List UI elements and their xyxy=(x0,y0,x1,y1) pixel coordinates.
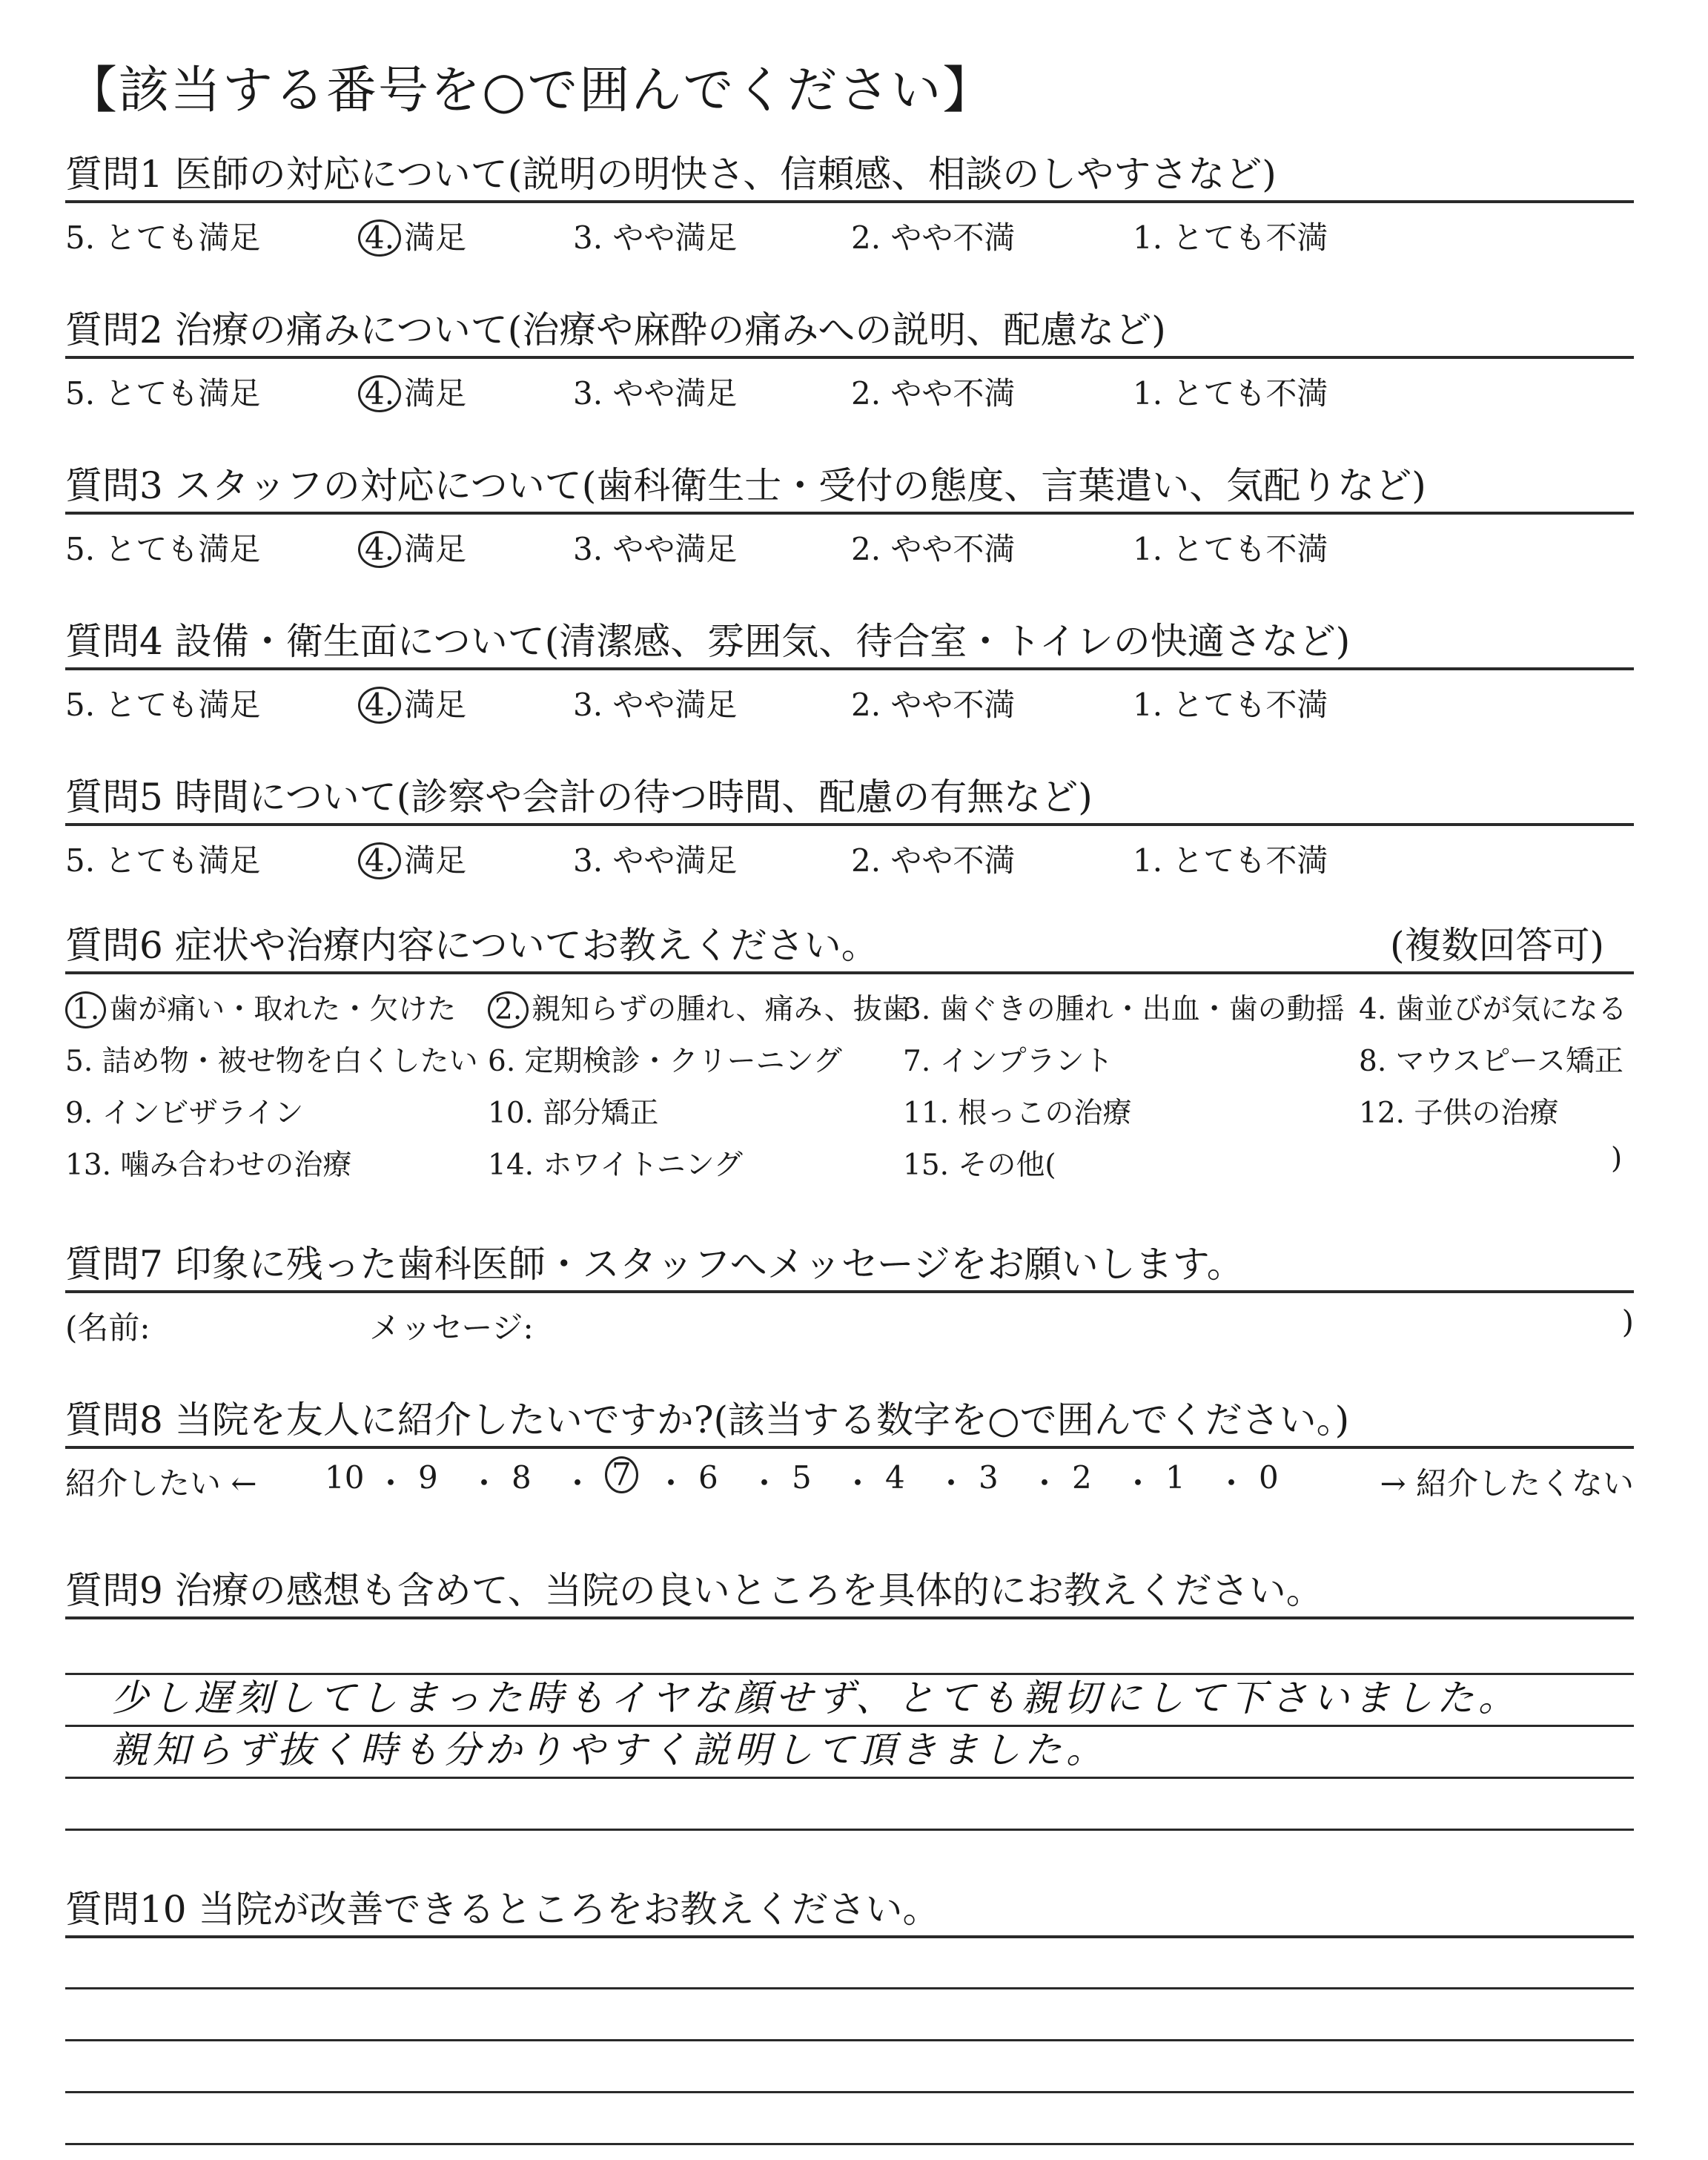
symptom-option-label: 8. マウスピース矯正 xyxy=(1359,1045,1623,1078)
scale-number-1[interactable]: 1 xyxy=(1165,1459,1185,1496)
selected-circle: 4. xyxy=(358,531,401,568)
rating-option-4-label: 満足 xyxy=(404,531,467,567)
symptom-option-10[interactable] xyxy=(488,1090,658,1132)
rating-option-1[interactable]: 1. とても不満 xyxy=(1133,531,1328,567)
rating-option-1[interactable]: 1. とても不満 xyxy=(1133,842,1328,879)
scale-separator: ・ xyxy=(1122,1465,1154,1502)
answer-line xyxy=(65,1777,1634,1779)
rating-option-4-selected[interactable] xyxy=(358,369,466,414)
rating-option-4-label: 満足 xyxy=(404,219,467,256)
selected-circle: 1. xyxy=(65,991,106,1028)
question-6-title: 質問6 症状や治療内容についてお教えください。 (複数回答可) xyxy=(65,919,1634,974)
scale-separator: ・ xyxy=(936,1465,967,1502)
rating-options xyxy=(65,826,1634,885)
rating-option-2[interactable]: 2. やや不満 xyxy=(851,687,1016,723)
symptom-option-label: 3. 歯ぐきの腫れ・出血・歯の動揺 xyxy=(903,993,1345,1026)
rating-option-2[interactable]: 2. やや不満 xyxy=(851,219,1016,256)
answer-line xyxy=(65,2039,1634,2041)
question-4 xyxy=(65,615,1634,730)
symptom-option-14[interactable] xyxy=(488,1142,743,1183)
answer-line xyxy=(65,1987,1634,1989)
question-9 xyxy=(65,1565,1634,1619)
rating-option-3[interactable]: 3. やや満足 xyxy=(573,687,738,723)
question-6 xyxy=(65,919,1634,1189)
question-8 xyxy=(65,1394,1634,1508)
question-2 xyxy=(65,304,1634,418)
handwritten-answer-line-2: 親知らず抜く時も分かりやすく説明して頂きました。 xyxy=(111,1728,1108,1771)
symptom-option-13[interactable] xyxy=(65,1142,351,1183)
question-1-title: 質問1 医師の対応について(説明の明快さ、信頼感、相談のしやすさなど) xyxy=(65,148,1634,203)
question-4-title: 質問4 設備・衛生面について(清潔感、雰囲気、待合室・トイレの快適さなど) xyxy=(65,615,1634,670)
handwritten-answer-line-1: 少し遅刻してしまった時もイヤな顔せず、とても親切にして下さいました。 xyxy=(111,1677,1520,1720)
rating-option-5[interactable]: 5. とても満足 xyxy=(65,375,261,412)
rating-option-1[interactable]: 1. とても不満 xyxy=(1133,375,1328,412)
scale-number-0[interactable]: 0 xyxy=(1259,1459,1279,1496)
multi-answer-note: (複数回答可) xyxy=(1389,924,1604,967)
symptom-option-3[interactable] xyxy=(903,986,1345,1028)
rating-option-3[interactable]: 3. やや満足 xyxy=(573,842,738,879)
answer-line xyxy=(65,2143,1634,2145)
rating-option-3[interactable]: 3. やや満足 xyxy=(573,375,738,412)
symptom-option-9[interactable] xyxy=(65,1090,303,1132)
question-10-title: 質問10 当院が改善できるところをお教えください。 xyxy=(65,1883,1634,1938)
form-title: 【該当する番号を○で囲んでください】 xyxy=(67,62,995,120)
scale-separator: ・ xyxy=(749,1465,781,1502)
symptom-option-1[interactable] xyxy=(65,986,456,1028)
scale-separator: ・ xyxy=(1029,1465,1061,1502)
question-3 xyxy=(65,460,1634,574)
scale-number-8[interactable]: 8 xyxy=(512,1459,532,1496)
scale-separator: ・ xyxy=(842,1465,874,1502)
symptom-option-6[interactable] xyxy=(488,1038,842,1080)
question-1 xyxy=(65,148,1634,262)
question-6-options xyxy=(65,974,1634,1189)
selected-circle: 4. xyxy=(358,219,401,257)
question-9-title: 質問9 治療の感想も含めて、当院の良いところを具体的にお教えください。 xyxy=(65,1565,1634,1619)
question-5-title: 質問5 時間について(診察や会計の待つ時間、配慮の有無など) xyxy=(65,771,1634,826)
rating-options xyxy=(65,670,1634,730)
scale-number-7[interactable]: 7 xyxy=(605,1456,638,1493)
name-label: (名前: xyxy=(65,1309,150,1346)
question-3-title: 質問3 スタッフの対応について(歯科衛生士・受付の態度、言葉遣い、気配りなど) xyxy=(65,460,1634,515)
rating-option-2[interactable]: 2. やや不満 xyxy=(851,375,1016,412)
rating-option-4-selected[interactable] xyxy=(358,525,466,569)
scale-number-2[interactable]: 2 xyxy=(1072,1459,1092,1496)
rating-option-1[interactable]: 1. とても不満 xyxy=(1133,219,1328,256)
answer-line xyxy=(65,2091,1634,2093)
symptom-option-label: 15. その他( xyxy=(903,1149,1056,1182)
symptom-option-label: 4. 歯並びが気になる xyxy=(1359,993,1627,1026)
rating-option-4-label: 満足 xyxy=(404,375,467,412)
symptom-option-label: 14. ホワイトニング xyxy=(488,1149,743,1182)
scale-number-9[interactable]: 9 xyxy=(418,1459,438,1496)
question-5 xyxy=(65,771,1634,885)
scale-left-label: 紹介したい ← xyxy=(65,1465,257,1502)
scale-separator: ・ xyxy=(469,1465,500,1502)
symptom-option-label: 歯が痛い・取れた・欠けた xyxy=(109,993,457,1026)
rating-options xyxy=(65,203,1634,262)
symptom-option-label: 6. 定期検診・クリーニング xyxy=(488,1045,842,1078)
symptom-option-4[interactable] xyxy=(1359,986,1627,1028)
selected-circle: 4. xyxy=(358,687,401,724)
scale-separator: ・ xyxy=(655,1465,687,1502)
symptom-option-12[interactable] xyxy=(1359,1090,1558,1132)
rating-option-3[interactable]: 3. やや満足 xyxy=(573,531,738,567)
rating-option-4-label: 満足 xyxy=(404,842,467,879)
rating-option-2[interactable]: 2. やや不満 xyxy=(851,842,1016,879)
rating-option-5[interactable]: 5. とても満足 xyxy=(65,842,261,879)
symptom-option-label: 11. 根っこの治療 xyxy=(903,1097,1132,1130)
scale-separator: ・ xyxy=(375,1465,407,1502)
rating-option-5[interactable]: 5. とても満足 xyxy=(65,687,261,723)
symptom-option-label: 親知らずの腫れ、痛み、抜歯 xyxy=(532,993,911,1026)
rating-option-5[interactable]: 5. とても満足 xyxy=(65,531,261,567)
symptom-option-label: ) xyxy=(1611,1142,1623,1175)
scale-separator: ・ xyxy=(562,1465,594,1502)
selected-circle: 2. xyxy=(488,991,529,1028)
question-8-title: 質問8 当院を友人に紹介したいですか?(該当する数字を○で囲んでください。) xyxy=(65,1394,1634,1449)
question-7-title: 質問7 印象に残った歯科医師・スタッフへメッセージをお願いします。 xyxy=(65,1238,1634,1293)
symptom-option-label: 13. 噛み合わせの治療 xyxy=(65,1149,352,1182)
rating-option-3[interactable]: 3. やや満足 xyxy=(573,219,738,256)
selected-circle: 4. xyxy=(358,375,401,412)
question-7 xyxy=(65,1238,1634,1353)
scale-number-6[interactable]: 6 xyxy=(698,1459,718,1496)
question-2-title: 質問2 治療の痛みについて(治療や麻酔の痛みへの説明、配慮など) xyxy=(65,304,1634,359)
rating-options xyxy=(65,359,1634,418)
symptom-option-7[interactable] xyxy=(903,1038,1113,1080)
message-label: メッセージ: xyxy=(369,1309,534,1346)
answer-line xyxy=(65,1829,1634,1831)
rating-option-1[interactable]: 1. とても不満 xyxy=(1133,687,1328,723)
scale-right-label: → 紹介したくない xyxy=(1380,1465,1634,1502)
scale-separator: ・ xyxy=(1216,1465,1248,1502)
question-10 xyxy=(65,1883,1634,1938)
scale-number-4[interactable]: 4 xyxy=(885,1459,905,1496)
symptom-option-5[interactable] xyxy=(65,1038,478,1080)
symptom-option-11[interactable] xyxy=(903,1090,1131,1132)
rating-option-5[interactable]: 5. とても満足 xyxy=(65,219,261,256)
scale-number-5[interactable]: 5 xyxy=(792,1459,812,1496)
rating-option-4-selected[interactable] xyxy=(358,836,466,881)
rating-option-4-selected[interactable] xyxy=(358,681,466,725)
symptom-option-label: 12. 子供の治療 xyxy=(1359,1097,1559,1130)
symptom-option-label: 9. インビザライン xyxy=(65,1097,304,1130)
rating-option-2[interactable]: 2. やや不満 xyxy=(851,531,1016,567)
rating-option-4-selected[interactable] xyxy=(358,214,466,258)
q7-close-paren: ) xyxy=(1621,1304,1634,1340)
symptom-option-label: 10. 部分矯正 xyxy=(488,1097,659,1130)
rating-options xyxy=(65,515,1634,574)
symptom-option-8[interactable] xyxy=(1359,1038,1623,1080)
symptom-option-label: 5. 詰め物・被せ物を白くしたい xyxy=(65,1045,478,1078)
scale-number-3[interactable]: 3 xyxy=(979,1459,999,1496)
scale-number-10[interactable]: 10 xyxy=(325,1459,365,1496)
recommend-scale xyxy=(65,1449,1634,1508)
symptom-option-label: 7. インプラント xyxy=(903,1045,1113,1078)
symptom-option-2[interactable] xyxy=(488,986,911,1028)
rating-option-4-label: 満足 xyxy=(404,687,467,723)
selected-circle: 4. xyxy=(358,842,401,879)
symptom-option-15[interactable] xyxy=(903,1142,1056,1183)
symptom-option-16[interactable] xyxy=(1611,1142,1622,1175)
